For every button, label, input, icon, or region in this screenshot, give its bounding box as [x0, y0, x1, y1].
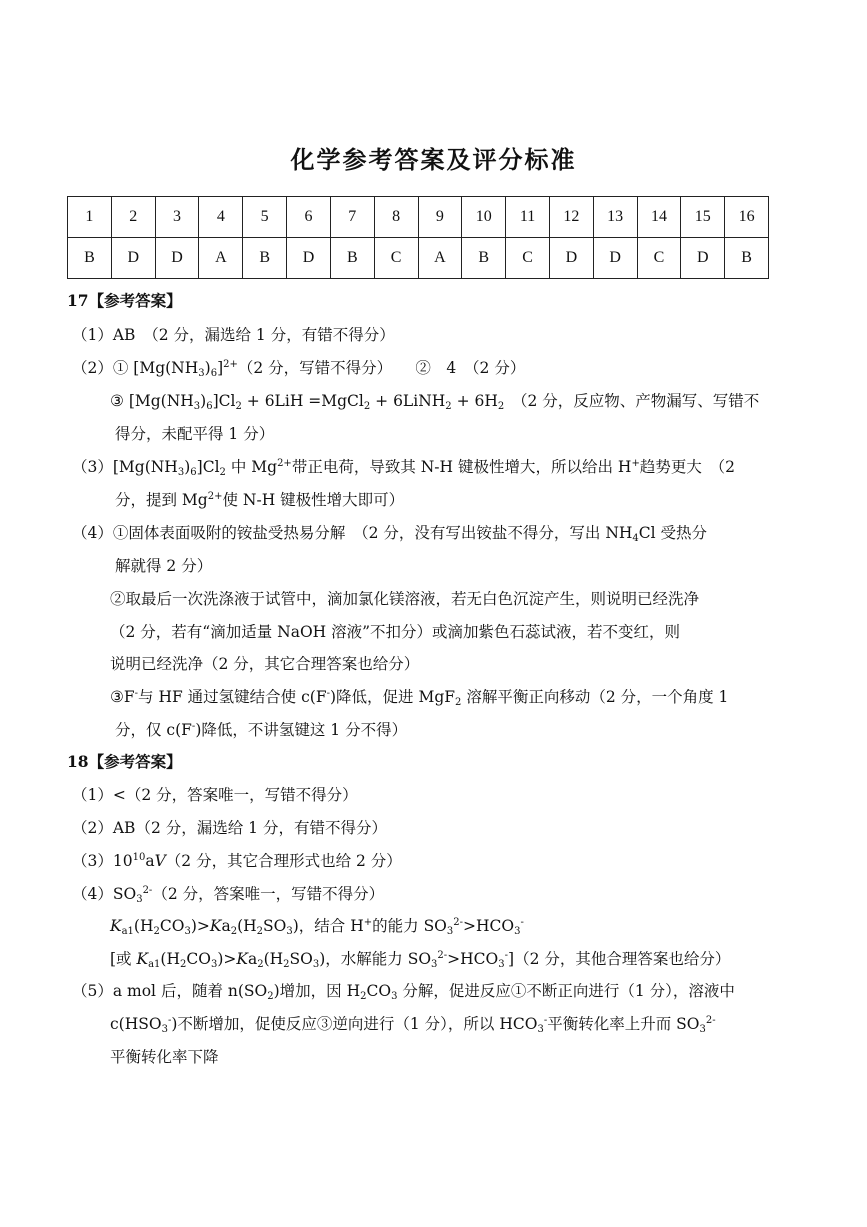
q17-part4-1: （4）①固体表面吸附的铵盐受热易分解 （2 分，没有写出铵盐不得分，写出 $NH_4Cl$ 受热分 [72, 524, 708, 544]
question-number-cell: 4 [199, 197, 243, 238]
q18-part4-constant-line1: $K_{a1}(H_2CO_3)>Ka_2(H_2SO_3)$，结合 H+的能力 $SO_3^{2-}>HCO_3^-$ [110, 917, 524, 937]
q17-part4-2-line3: 说明已经洗净（2 分，其它合理答案也给分） [110, 655, 420, 673]
answer-cell: D [155, 238, 199, 279]
q18-header: 18【参考答案】 [67, 752, 182, 771]
q17-header: 17【参考答案】 [67, 291, 182, 310]
q18-part2: （2）AB（2 分，漏选给 1 分，有错不得分） [72, 819, 387, 837]
answer-cell: A [199, 238, 243, 279]
q17-part4-3: ③F-与 HF 通过氢键结合使 c(F-)降低，促进 MgF$_2$ 溶解平衡正向移动（2 分，一个角度 1 [110, 688, 729, 708]
q17-part1: （1）AB （2 分，漏选给 1 分，有错不得分） [72, 326, 395, 344]
question-number-cell: 9 [418, 197, 462, 238]
answer-cell: B [725, 238, 769, 279]
q17-part2-equation-cont: 得分，未配平得 1 分） [115, 425, 275, 443]
q17-part4-2-line2: （2 分，若有“滴加适量 NaOH 溶液”不扣分）或滴加紫色石蕊试液，若不变红，则 [110, 623, 681, 641]
question-number-cell: 15 [681, 197, 725, 238]
q18-part5-line2: $c(HSO_3^-)$不断增加，促使反应③逆向进行（1 分），所以 $HCO_3^-$平衡转化率上升而 $SO_3^{2-}$ [110, 1015, 716, 1035]
q17-part2: （2）① $[Mg(NH_3)_6]^{2+}(2$ 分，写错不得分） ② 4 （2 分） [72, 359, 526, 379]
question-number-cell: 6 [287, 197, 331, 238]
question-number-cell: 7 [330, 197, 374, 238]
answer-cell: A [418, 238, 462, 279]
question-number-cell: 1 [68, 197, 112, 238]
q17-part3-cont: 分，提到 $Mg^{2+}$使 N-H 键极性增大即可） [115, 491, 405, 509]
q18-part5-line1: （5）a mol 后，随着 $n(SO_2)$增加，因 $H_2CO_3$ 分解，促进反应①不断正向进行（1 分），溶液中 [72, 982, 735, 1002]
answer-cell: B [243, 238, 287, 279]
answer-cell: D [549, 238, 593, 279]
question-number-cell: 2 [111, 197, 155, 238]
answer-cell: C [637, 238, 681, 279]
q17-part3: $(3)[Mg(NH_3)_6]Cl_2$ 中 $Mg^{2+}$带正电荷，导致其 N-H 键极性增大，所以给出 H+趋势更大 （2 [72, 458, 735, 478]
answer-cell: C [506, 238, 550, 279]
q17-part4-2-line1: ②取最后一次洗涤液于试管中，滴加氯化镁溶液，若无白色沉淀产生，则说明已经洗净 [110, 590, 700, 608]
q18-part3: $(3)10^{10}aV(2$ 分，其它合理形式也给 2 分） [72, 852, 402, 870]
q18-part5-line3: 平衡转化率下降 [110, 1048, 219, 1066]
q18-part1: （1）<（2 分，答案唯一，写错不得分） [72, 786, 358, 804]
answer-row [68, 238, 769, 279]
question-number-cell: 8 [374, 197, 418, 238]
question-number-cell: 3 [155, 197, 199, 238]
q18-part4: $(4)SO_3^{2-}(2$ 分，答案唯一，写错不得分） [72, 885, 385, 905]
question-number-cell: 10 [462, 197, 506, 238]
answer-cell: D [593, 238, 637, 279]
question-number-cell: 13 [593, 197, 637, 238]
q18-part4-constant-line2: [或 $K_{a1}(H_2CO_3)>Ka_2(H_2SO_3)$，水解能力 $SO_3^{2-}>HCO_3^-](2$ 分，其他合理答案也给分） [110, 950, 731, 970]
question-number-cell: 11 [506, 197, 550, 238]
answer-cell: D [287, 238, 331, 279]
question-number-cell: 12 [549, 197, 593, 238]
answer-cell: B [330, 238, 374, 279]
page-title: 化学参考答案及评分标准 [290, 145, 577, 174]
answer-cell: D [681, 238, 725, 279]
answer-cell: C [374, 238, 418, 279]
question-number-cell: 5 [243, 197, 287, 238]
question-number-cell: 14 [637, 197, 681, 238]
answer-cell: B [68, 238, 112, 279]
question-number-cell: 16 [725, 197, 769, 238]
question-number-row [68, 197, 769, 238]
q17-part2-equation: ③ $[Mg(NH_3)_6]Cl_2 + 6LiH$ =MgCl$_2$ + 6LiNH$_2$ + $6H_2$ （2 分，反应物、产物漏写、写错不 [110, 392, 760, 412]
answer-cell: B [462, 238, 506, 279]
answer-cell: D [111, 238, 155, 279]
q17-part4-3-cont: 分，仅 c(F-)降低，不讲氢键这 1 分不得） [115, 721, 408, 739]
answer-table [67, 196, 769, 279]
q17-part4-1-cont: 解就得 2 分） [115, 557, 213, 575]
